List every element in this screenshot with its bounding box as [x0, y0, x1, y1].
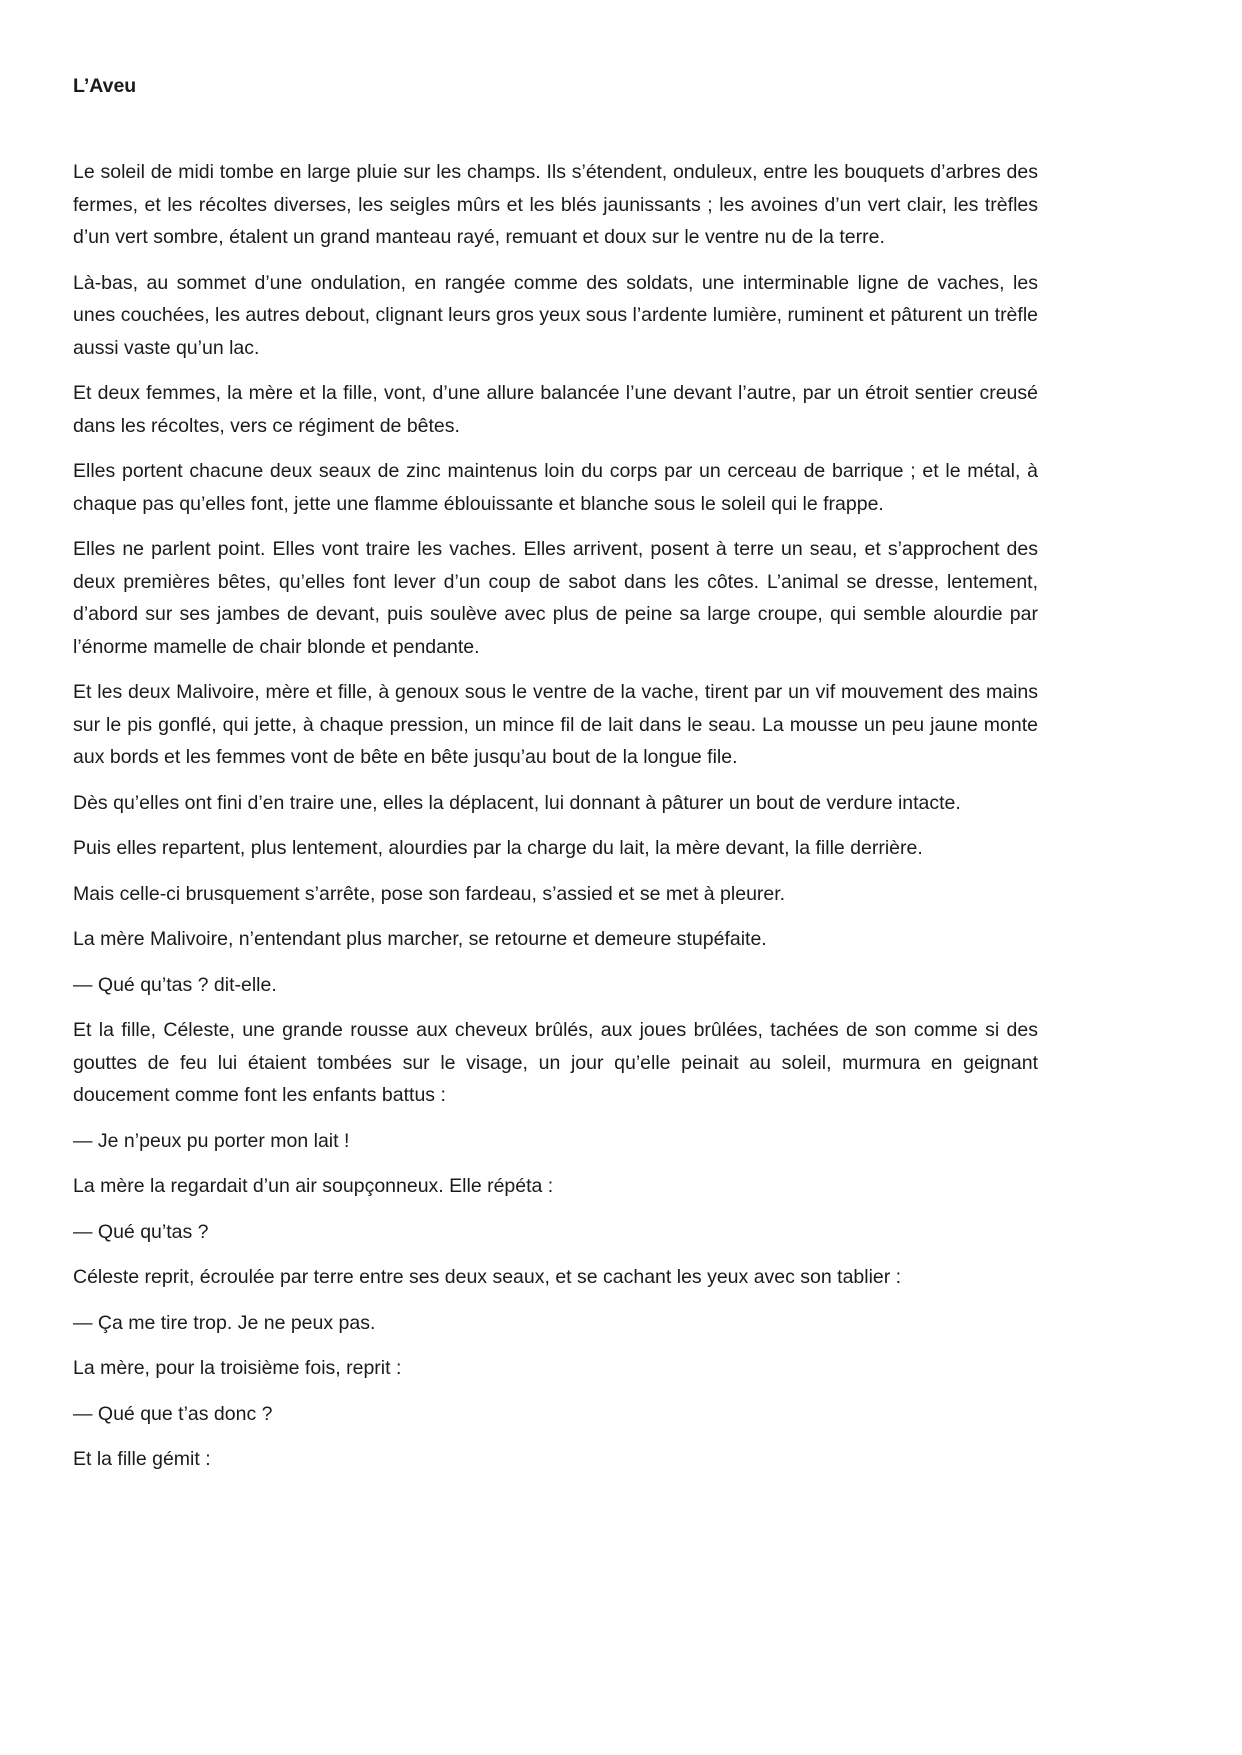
paragraph-dialogue: — Je n’peux pu porter mon lait !: [73, 1129, 350, 1152]
paragraph: Céleste reprit, écroulée par terre entre ses deux seaux, et se cachant les yeux avec son tablier :: [73, 1266, 902, 1288]
document-title: L’Aveu: [73, 75, 137, 97]
paragraph: La mère Malivoire, n’entendant plus marcher, se retourne et demeure stupéfaite.: [73, 928, 767, 950]
paragraph-dialogue: — Ça me tire trop. Je ne peux pas.: [73, 1311, 376, 1334]
paragraph: Et la fille, Céleste, une grande rousse aux cheveux brûlés, aux joues brûlées, tachées de son comme si des gouttes de feu lui étaient tombées sur le visage, un jour qu’elle peinait au soleil, murmura en geignant doucement comme font les enfants battus :: [73, 1019, 1038, 1106]
paragraph: Là-bas, au sommet d’une ondulation, en rangée comme des soldats, une interminable ligne de vaches, les unes couchées, les autres debout, clignant leurs gros yeux sous l’ardente lumière, ruminent et pâturent un trèfle aussi vaste qu’un lac.: [73, 271, 1038, 359]
paragraph: Dès qu’elles ont fini d’en traire une, elles la déplacent, lui donnant à pâturer un bout de verdure intacte.: [73, 791, 961, 814]
paragraph: La mère, pour la troisième fois, reprit :: [73, 1357, 402, 1379]
paragraph-dialogue: — Qué qu’tas ? dit-elle.: [73, 973, 277, 996]
paragraph: Et deux femmes, la mère et la fille, vont, d’une allure balancée l’une devant l’autre, par un étroit sentier creusé dans les récoltes, vers ce régiment de bêtes.: [73, 382, 1038, 437]
paragraph: La mère la regardait d’un air soupçonneux. Elle répéta :: [73, 1175, 554, 1197]
paragraph: Le soleil de midi tombe en large pluie sur les champs. Ils s’étendent, onduleux, entre les bouquets d’arbres des fermes, et les récoltes diverses, les seigles mûrs et les blés jaunissants ; les avoines d’un vert clair, les trèfles d’un vert sombre, étalent un grand manteau rayé, remuant et doux sur le ventre nu de la terre.: [73, 161, 1038, 248]
paragraph-dialogue: — Qué que t’as donc ?: [73, 1402, 273, 1425]
paragraph: Elles portent chacune deux seaux de zinc maintenus loin du corps par un cerceau de barrique ; et le métal, à chaque pas qu’elles font, jette une flamme éblouissante et blanche sous le soleil qui le frappe.: [73, 460, 1038, 515]
paragraph: Puis elles repartent, plus lentement, alourdies par la charge du lait, la mère devant, la fille derrière.: [73, 837, 923, 859]
paragraph-dialogue: — Qué qu’tas ?: [73, 1220, 209, 1243]
paragraph: Et la fille gémit :: [73, 1448, 211, 1470]
paragraph: Mais celle-ci brusquement s’arrête, pose son fardeau, s’assied et se met à pleurer.: [73, 882, 786, 905]
paragraph: Elles ne parlent point. Elles vont traire les vaches. Elles arrivent, posent à terre un seau, et s’approchent des deux premières bêtes, qu’elles font lever d’un coup de sabot dans les côtes. L’animal se dresse, lentement, d’abord sur ses jambes de devant, puis soulève avec plus de peine sa large croupe, qui semble alourdie par l’énorme mamelle de chair blonde et pendante.: [73, 538, 1038, 658]
paragraph: Et les deux Malivoire, mère et fille, à genoux sous le ventre de la vache, tirent par un vif mouvement des mains sur le pis gonflé, qui jette, à chaque pression, un mince fil de lait dans le seau. La mousse un peu jaune monte aux bords et les femmes vont de bête en bête jusqu’au bout de la longue file.: [73, 681, 1038, 768]
